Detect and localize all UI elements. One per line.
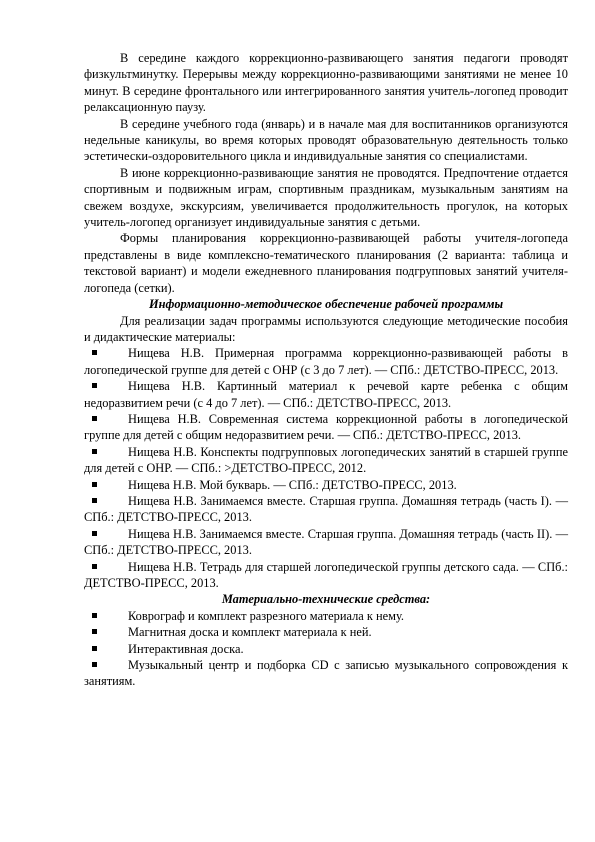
bullet-square-icon <box>92 383 97 388</box>
bullet-square-icon <box>92 646 97 651</box>
paragraph: В середине каждого коррекционно-развивающего занятия педагоги проводят физкультминутку. Перерывы между коррекционно-развивающими занятиями не менее 10 минут. В середине фронтального или интегрированного занятия учитель-логопед проводит релаксационную паузу. <box>84 51 568 115</box>
paragraph: Для реализации задач программы используются следующие методические пособия и дидактические материалы: <box>84 313 568 344</box>
list-item <box>84 493 568 526</box>
list-item <box>84 444 568 477</box>
bullet-square-icon <box>92 449 97 454</box>
list-item-text: Музыкальный центр и подборка CD с записью музыкального сопровождения к занятиям. <box>84 658 568 689</box>
list-item <box>84 657 568 690</box>
bullet-square-icon <box>92 350 97 355</box>
list-item <box>84 345 568 378</box>
section-heading: Материально-технические средства: <box>221 592 431 607</box>
list-item <box>84 477 568 493</box>
list-item <box>84 559 568 592</box>
list-item-text: Магнитная доска и комплект материала к ней. <box>128 625 372 640</box>
bullet-square-icon <box>92 416 97 421</box>
bullet-square-icon <box>92 564 97 569</box>
section-heading: Информационно-методическое обеспечение рабочей программы <box>148 297 504 312</box>
list-item <box>84 411 568 444</box>
bullet-square-icon <box>92 531 97 536</box>
list-item-text: Нищева Н.В. Мой букварь. — СПб.: ДЕТСТВО-ПРЕСС, 2013. <box>128 477 457 492</box>
paragraph: В середине учебного года (январь) и в начале мая для воспитанников организуются недельные каникулы, во время которых проводят образовательную деятельность только эстетически-оздоровительного цикла и индивидуальные занятия со специалистами. <box>84 116 568 164</box>
list-item <box>84 378 568 411</box>
bullet-square-icon <box>92 662 97 667</box>
list-item-text: Нищева Н.В. Конспекты подгрупповых логопедических занятий в старшей группе для детей с ОНР. — СПб.: >ДЕТСТВО-ПРЕСС, 2012. <box>84 444 568 476</box>
bullet-square-icon <box>92 498 97 503</box>
list-item-text: Нищева Н.В. Картинный материал к речевой карте ребенка с общим недоразвитием речи (с 4 до 7 лет). — СПб.: ДЕТСТВО-ПРЕСС, 2013. <box>84 379 568 410</box>
list-item <box>84 526 568 559</box>
list-item-text: Нищева Н.В. Современная система коррекционной работы в логопедической группе для детей с общим недоразвитием речи. — СПб.: ДЕТСТВО-ПРЕСС, 2013. <box>84 411 568 443</box>
list-item-text: Нищева Н.В. Тетрадь для старшей логопедической группы детского сада. — СПб.: ДЕТСТВО-ПРЕСС, 2013. <box>84 559 568 590</box>
bullet-square-icon <box>92 629 97 634</box>
bullet-square-icon <box>92 613 97 618</box>
list-item <box>84 608 568 624</box>
paragraph: Формы планирования коррекционно-развивающей работы учителя-логопеда представлены в виде комплексно-тематического планирования (2 варианта: таблица и текстовой вариант) и модели ежедневного планирования подгрупповых занятий учителя-логопеда (сетки). <box>84 231 568 295</box>
list-item-text: Коврограф и комплект разрезного материала к нему. <box>128 608 405 623</box>
document-body <box>84 50 568 690</box>
list-item-text: Нищева Н.В. Занимаемся вместе. Старшая группа. Домашняя тетрадь (часть I). — СПб.: ДЕТСТВО-ПРЕСС, 2013. <box>84 493 568 525</box>
list-item <box>84 624 568 640</box>
bullet-square-icon <box>92 482 97 487</box>
list-item-text: Интерактивная доска. <box>128 641 244 656</box>
list-item <box>84 641 568 657</box>
list-item-text: Нищева Н.В. Примерная программа коррекционно-развивающей работы в логопедической группе для детей с ОНР (с 3 до 7 лет). — СПб.: ДЕТСТВО-ПРЕСС, 2013. <box>84 346 568 377</box>
paragraph: В июне коррекционно-развивающие занятия не проводятся. Предпочтение отдается спортивным и подвижным играм, спортивным праздникам, музыкальным занятиям на свежем воздухе, экскурсиям, увеличивается продолжительность прогулок, на которых учитель-логопед организует индивидуальные занятия с детьми. <box>84 165 568 230</box>
list-item-text: Нищева Н.В. Занимаемся вместе. Старшая группа. Домашняя тетрадь (часть II). — СПб.: ДЕТСТВО-ПРЕСС, 2013. <box>84 526 568 558</box>
